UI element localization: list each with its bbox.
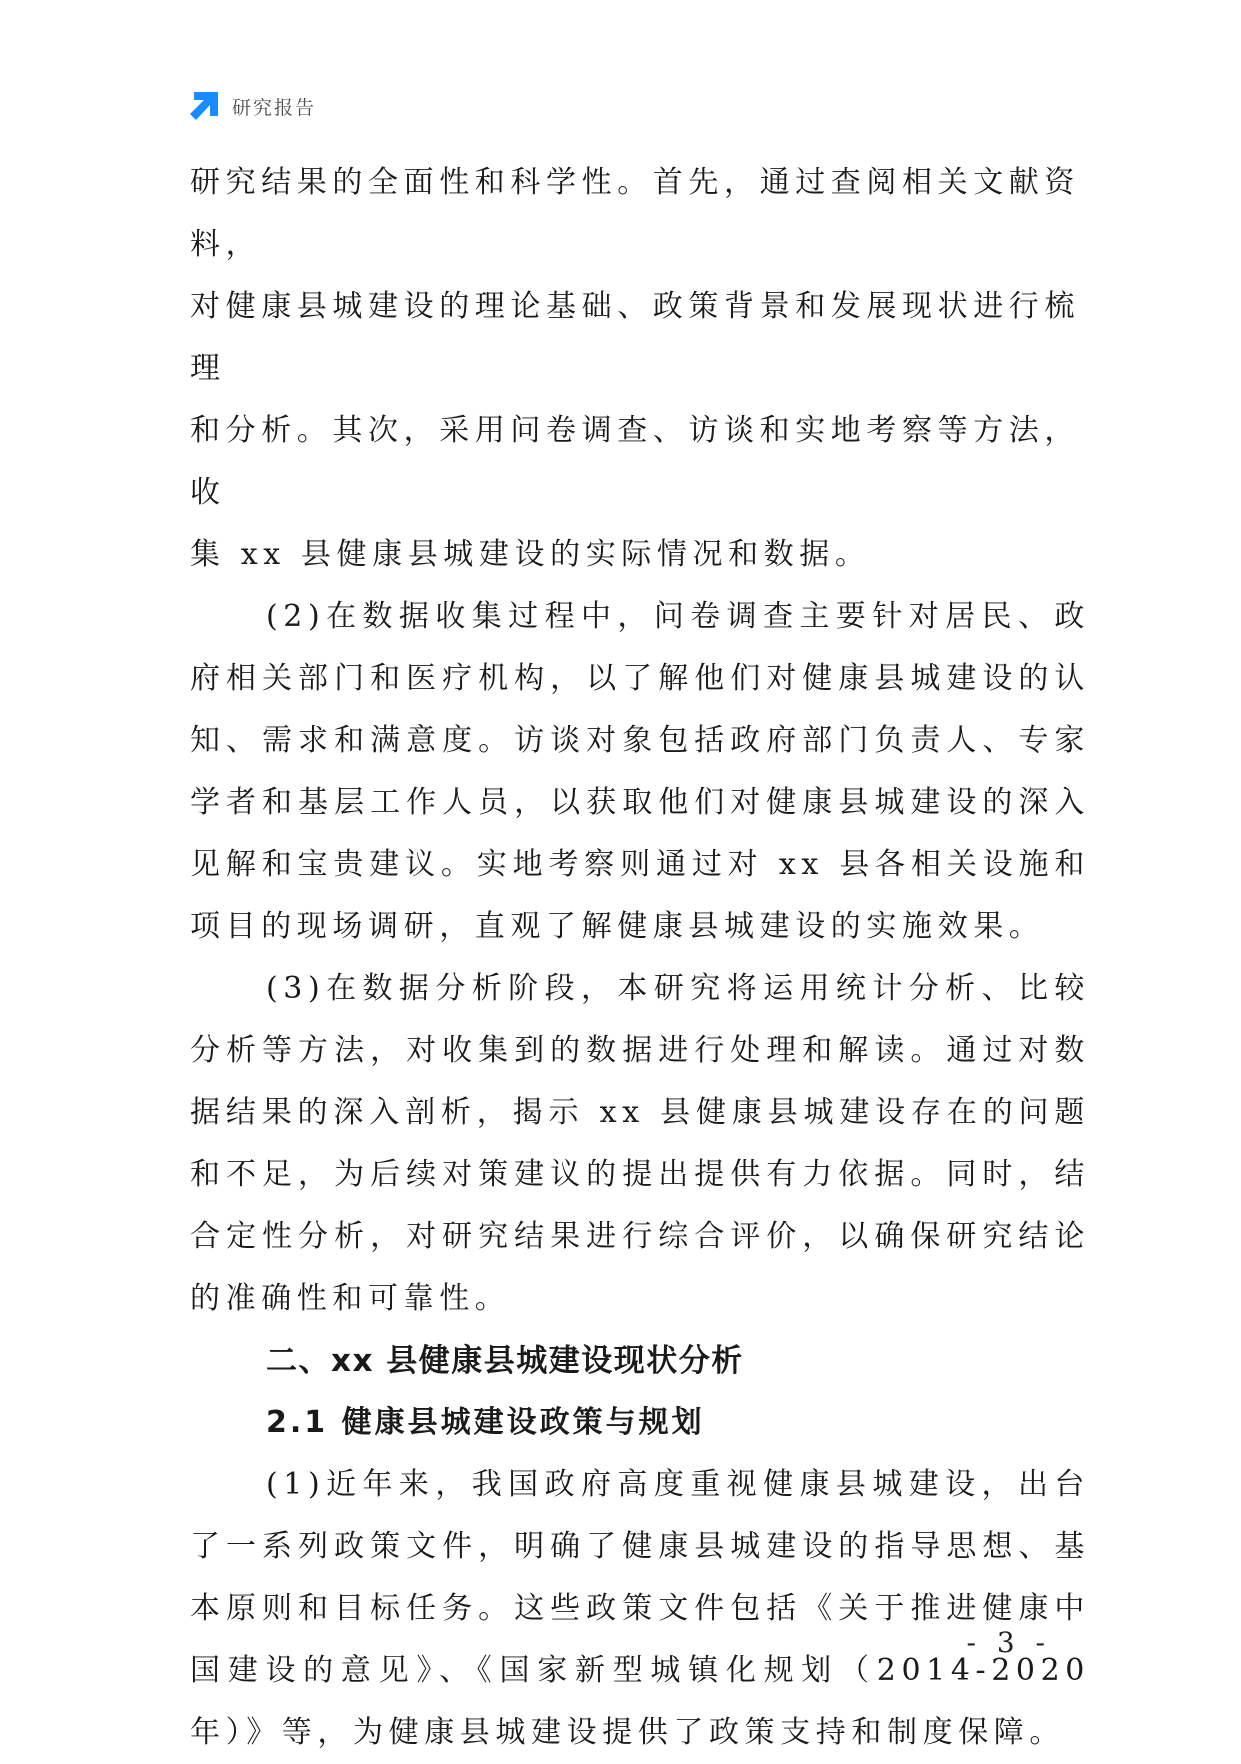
paragraph-continued <box>190 152 1090 586</box>
header-title: 研究报告 <box>232 96 317 119</box>
subsection-heading: 2.1 健康县城建设政策与规划 <box>266 1405 705 1440</box>
paragraph-data-collection: (2)在数据收集过程中，问卷调查主要针对居民、政府相关部门和医疗机构，以了解他们对健康县城建设的认知、需求和满意度。访谈对象包括政府部门负责人、专家学者和基层工作人员，以获取他们对健康县城建设的深入见解和宝贵建议。实地考察则通过对 xx 县各相关设施和项目的现场调研，直观了解健康县城建设的实施效果。 <box>190 599 1090 944</box>
document-body <box>190 152 1090 1764</box>
paragraph-line: 对健康县城建设的理论基础、政策背景和发展现状进行梳理 <box>190 289 1080 386</box>
page-number: - 3 - <box>966 1626 1051 1659</box>
paragraph-policy: (1)近年来，我国政府高度重视健康县城建设，出台了一系列政策文件，明确了健康县城建设的指导思想、基本原则和目标任务。这些政策文件包括《关于推进健康中国建设的意见》、《国家新型城镇化规划（2014-2020 年）》等，为健康县城建设提供了政策支持和制度保障。 <box>190 1467 1090 1750</box>
page-header <box>188 90 316 122</box>
paragraph-line: 研究结果的全面性和科学性。首先，通过查阅相关文献资料， <box>190 165 1080 262</box>
arrow-up-right-icon <box>188 90 220 122</box>
paragraph-data-analysis: (3)在数据分析阶段，本研究将运用统计分析、比较分析等方法，对收集到的数据进行处理和解读。通过对数据结果的深入剖析，揭示 xx 县健康县城建设存在的问题和不足，为后续对策建议的提出提供有力依据。同时，结合定性分析，对研究结果进行综合评价，以确保研究结论的准确性和可靠性。 <box>190 971 1090 1316</box>
paragraph-line: 和分析。其次，采用问卷调查、访谈和实地考察等方法，收 <box>190 413 1080 510</box>
paragraph-line: 集 xx 县健康县城建设的实际情况和数据。 <box>190 537 871 572</box>
section-heading: 二、xx 县健康县城建设现状分析 <box>266 1343 744 1379</box>
